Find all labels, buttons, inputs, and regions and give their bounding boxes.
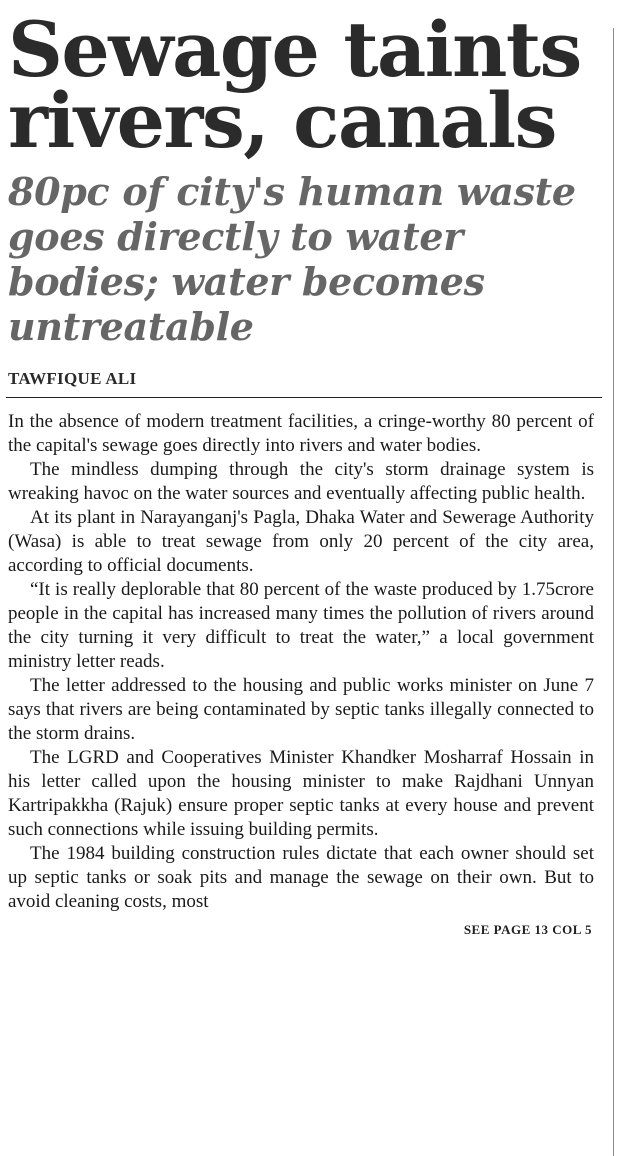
headline-line-2: rivers, canals — [8, 76, 556, 166]
news-article — [6, 0, 606, 938]
paragraph: The LGRD and Cooperatives Minister Khandker Mosharraf Hossain in his letter called upon the housing minister to make Rajdhani Unnyan Kartripakkha (Rajuk) ensure proper septic tanks at every house and prevent such connections while issuing building permits. — [8, 747, 594, 841]
paragraph: In the absence of modern treatment facilities, a cringe-worthy 80 percent of the capital's sewage goes directly into rivers and water bodies. — [8, 411, 594, 457]
paragraph: “It is really deplorable that 80 percent of the waste produced by 1.75crore people in the capital has increased many times the pollution of rivers around the city turning it very difficult to treat the water,” a local government ministry letter reads. — [8, 579, 594, 673]
column-divider — [613, 28, 614, 1156]
headline-line-1: Sewage taints — [8, 5, 581, 94]
subheadline: 80pc of city's human waste goes directly to water bodies; water becomes untreatable — [8, 168, 576, 349]
byline: TAWFIQUE ALI — [8, 368, 137, 388]
paragraph: The mindless dumping through the city's storm drainage system is wreaking havoc on the water sources and eventually affecting public health. — [8, 459, 594, 505]
byline-divider — [6, 397, 602, 399]
paragraph: At its plant in Narayanganj's Pagla, Dhaka Water and Sewerage Authority (Wasa) is able to treat sewage from only 20 percent of the city area, according to official documents. — [8, 507, 594, 577]
paragraph: The 1984 building construction rules dictate that each owner should set up septic tanks or soak pits and manage the sewage on their own. But to avoid cleaning costs, most — [8, 843, 594, 913]
headline — [6, 0, 606, 166]
continuation-note: SEE PAGE 13 COL 5 — [463, 922, 592, 938]
article-body — [6, 410, 594, 914]
paragraph: The letter addressed to the housing and public works minister on June 7 says that rivers are being contaminated by septic tanks illegally connected to the storm drains. — [8, 675, 594, 745]
